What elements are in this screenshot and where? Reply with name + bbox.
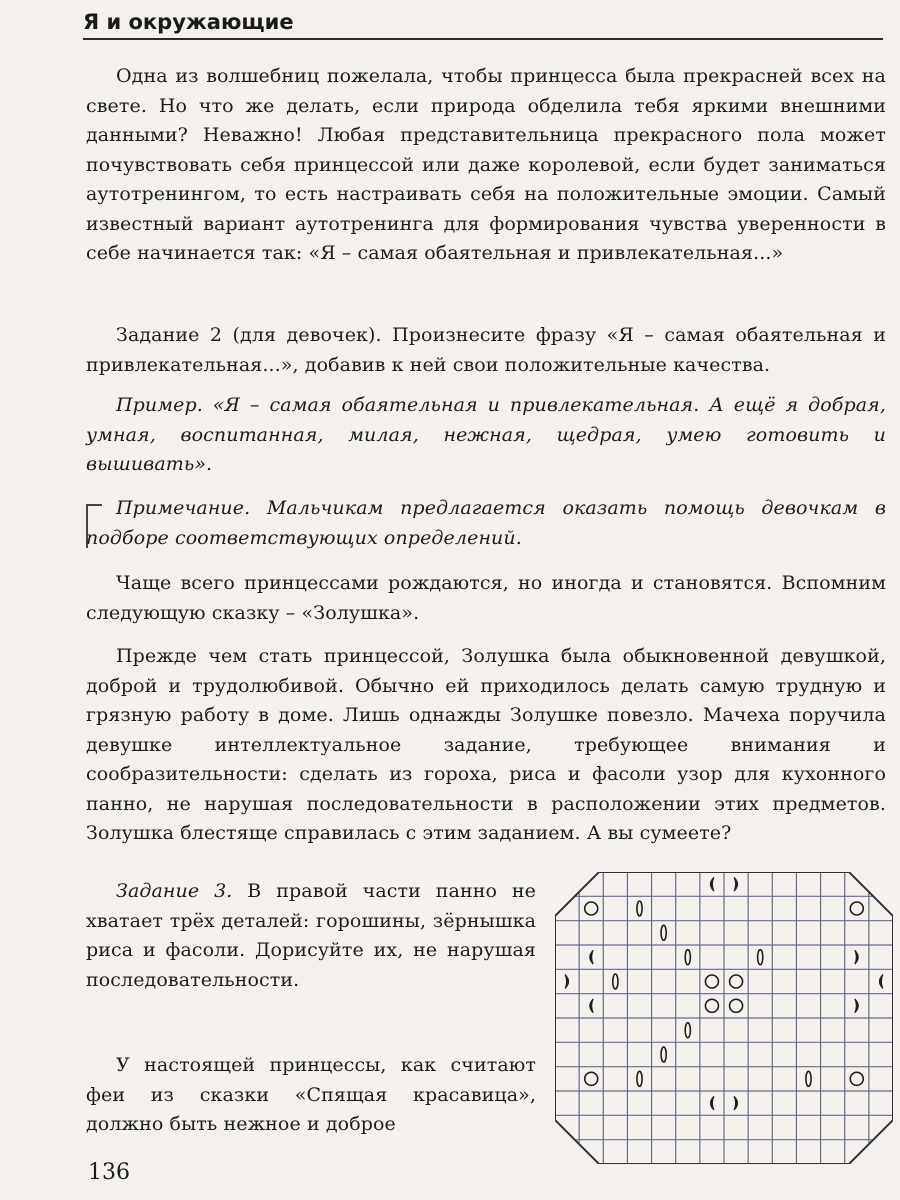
bean-icon xyxy=(710,877,714,891)
bean-icon xyxy=(565,975,569,989)
bean-icon xyxy=(590,999,594,1013)
rice-grain-icon xyxy=(758,950,763,965)
rice-grain-icon xyxy=(637,1071,642,1086)
task-3-paragraph xyxy=(86,877,536,995)
rice-grain-icon xyxy=(806,1071,811,1086)
rice-grain-icon xyxy=(685,950,690,965)
bean-icon xyxy=(879,975,883,989)
example-paragraph: Пример. «Я – самая обаятельная и привлекательная. А ещё я добрая, умная, воспитанная, милая, нежная, щедрая, умею готовить и вышивать». xyxy=(86,394,886,475)
pea-icon xyxy=(585,902,598,915)
bean-icon xyxy=(590,950,594,964)
bean-icon xyxy=(855,999,859,1013)
pea-icon xyxy=(730,999,743,1012)
task-3-label: Задание 3. xyxy=(116,880,233,902)
task-3-text: В правой части панно не хватает трёх деталей: горошины, зёрнышка риса и фасоли. Дорисуйте их, не нарушая последовательности. xyxy=(86,880,536,991)
bean-icon xyxy=(734,877,738,891)
princess-paragraph: У настоящей принцессы, как считают феи из сказки «Спящая красавица», должно быть нежное и доброе xyxy=(86,1054,536,1135)
panel-grid-lines xyxy=(555,872,893,1164)
intro-paragraph: Одна из волшебниц пожелала, чтобы принцесса была прекрасней всех на свете. Но что же делать, если природа обделила тебя яркими внешними данными? Неважно! Любая представительница прекрасного пола может почувствовать себя принцессой или даже королевой, если будет заниматься аутотренингом, то есть настраивать себя на положительные эмоции. Самый известный вариант аутотренинга для формирования чувства уверенности в себе начинается так: «Я – самая обаятельная и привлекательная...» xyxy=(86,65,886,264)
rice-grain-icon xyxy=(637,901,642,916)
pea-icon xyxy=(850,1072,863,1085)
rice-grain-icon xyxy=(661,1047,666,1062)
bean-icon xyxy=(710,1096,714,1110)
section-title: Я и окружающие xyxy=(83,10,294,34)
bean-icon xyxy=(855,950,859,964)
cinderella-intro-paragraph: Чаще всего принцессами рождаются, но иногда и становятся. Вспомним следующую сказку – «Золушка». xyxy=(86,572,886,624)
rice-grain-icon xyxy=(685,1023,690,1038)
rice-grain-icon xyxy=(613,974,618,989)
bean-icon xyxy=(734,1096,738,1110)
pea-icon xyxy=(585,1072,598,1085)
task-2-paragraph: Задание 2 (для девочек). Произнесите фразу «Я – самая обаятельная и привлекательная...», добавив к ней свои положительные качества. xyxy=(86,324,886,376)
page-number: 136 xyxy=(88,1160,130,1185)
running-header xyxy=(83,6,883,40)
cinderella-story-paragraph: Прежде чем стать принцессой, Золушка была обыкновенной девушкой, доброй и трудолюбивой. Обычно ей приходилось делать самую трудную и грязную работу в доме. Лишь однажды Золушке повезло. Мачеха поручила девушке интеллектуальное задание, требующее внимания и сообразительности: сделать из гороха, риса и фасоли узор для кухонного панно, не нарушая последовательности в расположении этих предметов. Золушка блестяще справилась с этим заданием. А вы сумеете? xyxy=(86,645,886,844)
kitchen-panel-grid xyxy=(555,872,893,1164)
pea-icon xyxy=(705,975,718,988)
pea-icon xyxy=(705,999,718,1012)
pea-icon xyxy=(730,975,743,988)
pea-icon xyxy=(850,902,863,915)
rice-grain-icon xyxy=(661,925,666,940)
note-paragraph: Примечание. Мальчикам предлагается оказать помощь девочкам в подборе соответствующих определений. xyxy=(86,497,886,549)
